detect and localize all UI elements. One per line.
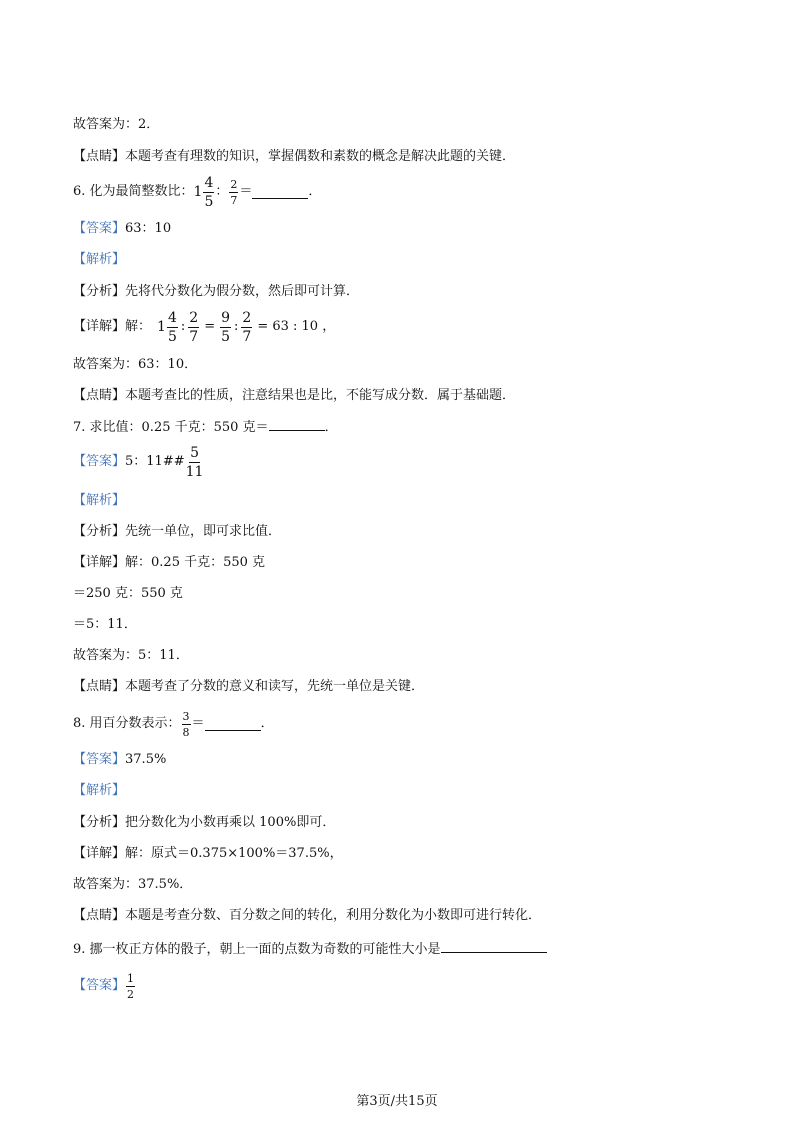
q8-dianjing: 【点睛】本题是考查分数、百分数之间的转化，利用分数化为小数即可进行转化． xyxy=(73,908,542,923)
q8-jiexi: 【解析】 xyxy=(73,783,126,798)
q7-guda: 故答案为：5：11． xyxy=(73,648,189,663)
q6-xiangjie: 【详解】 解： 1 $\frac{4}{5}$ : $\frac{2}{7}$ = $\frac{9}{5}$ : $\frac{2}{7}$ = 63 : 10 ， xyxy=(73,309,336,345)
answer-blank xyxy=(441,940,547,953)
q7-answer: 【答案】 5：11## $\frac{5}{11}$ xyxy=(73,444,204,480)
answer-blank xyxy=(252,186,308,199)
answer-blank xyxy=(205,718,261,731)
q8-fenxi: 【分析】把分数化为小数再乘以 100%即可． xyxy=(73,815,336,830)
q6-fenxi: 【分析】先将代分数化为假分数，然后即可计算． xyxy=(73,284,360,299)
q6-answer: 【答案】63：10 xyxy=(73,221,172,236)
q7-dianjing: 【点睛】本题考查了分数的意义和读写，先统一单位是关键． xyxy=(73,679,425,694)
q7-step-2: ＝5：11． xyxy=(73,617,137,632)
line-dianjing-5: 【点睛】本题考查有理数的知识，掌握偶数和素数的概念是解决此题的关键． xyxy=(73,149,516,164)
q7-jiexi: 【解析】 xyxy=(73,493,126,508)
question-6: 6. 化为最简整数比： 1 $\frac{4}{5}$ ： $\frac{2}{7}$ ＝ ． xyxy=(73,174,322,210)
q8-guda: 故答案为：37.5%． xyxy=(73,877,193,892)
question-7: 7. 求比值：0.25 千克：550 克＝ ． xyxy=(73,420,338,435)
q7-fenxi: 【分析】先统一单位，即可求比值． xyxy=(73,524,282,539)
q6-dianjing: 【点睛】本题考查比的性质，注意结果也是比，不能写成分数．属于基础题． xyxy=(73,388,516,403)
answer-blank xyxy=(269,418,325,431)
q7-step-1: ＝250 克：550 克 xyxy=(73,586,183,601)
q8-xiangjie: 【详解】解：原式＝0.375×100%＝37.5%， xyxy=(73,846,343,861)
q6-guda: 故答案为：63：10． xyxy=(73,357,198,372)
q8-answer: 【答案】37.5% xyxy=(73,752,167,767)
q6-jiexi: 【解析】 xyxy=(73,252,126,267)
page-footer: 第3页/共15页 xyxy=(356,1094,438,1109)
line-answer-2: 故答案为：2． xyxy=(73,117,160,132)
mixed-fraction: 1 $\frac{4}{5}$ xyxy=(193,174,214,210)
q9-answer: 【答案】 $\frac{1}{2}$ xyxy=(73,971,135,1001)
question-8: 8. 用百分数表示： $\frac{3}{8}$ ＝ ． xyxy=(73,709,274,739)
q7-xiangjie: 【详解】解：0.25 千克：550 克 xyxy=(73,555,266,570)
question-9: 9. 挪一枚正方体的骰子，朝上一面的点数为奇数的可能性大小是 xyxy=(73,940,547,959)
